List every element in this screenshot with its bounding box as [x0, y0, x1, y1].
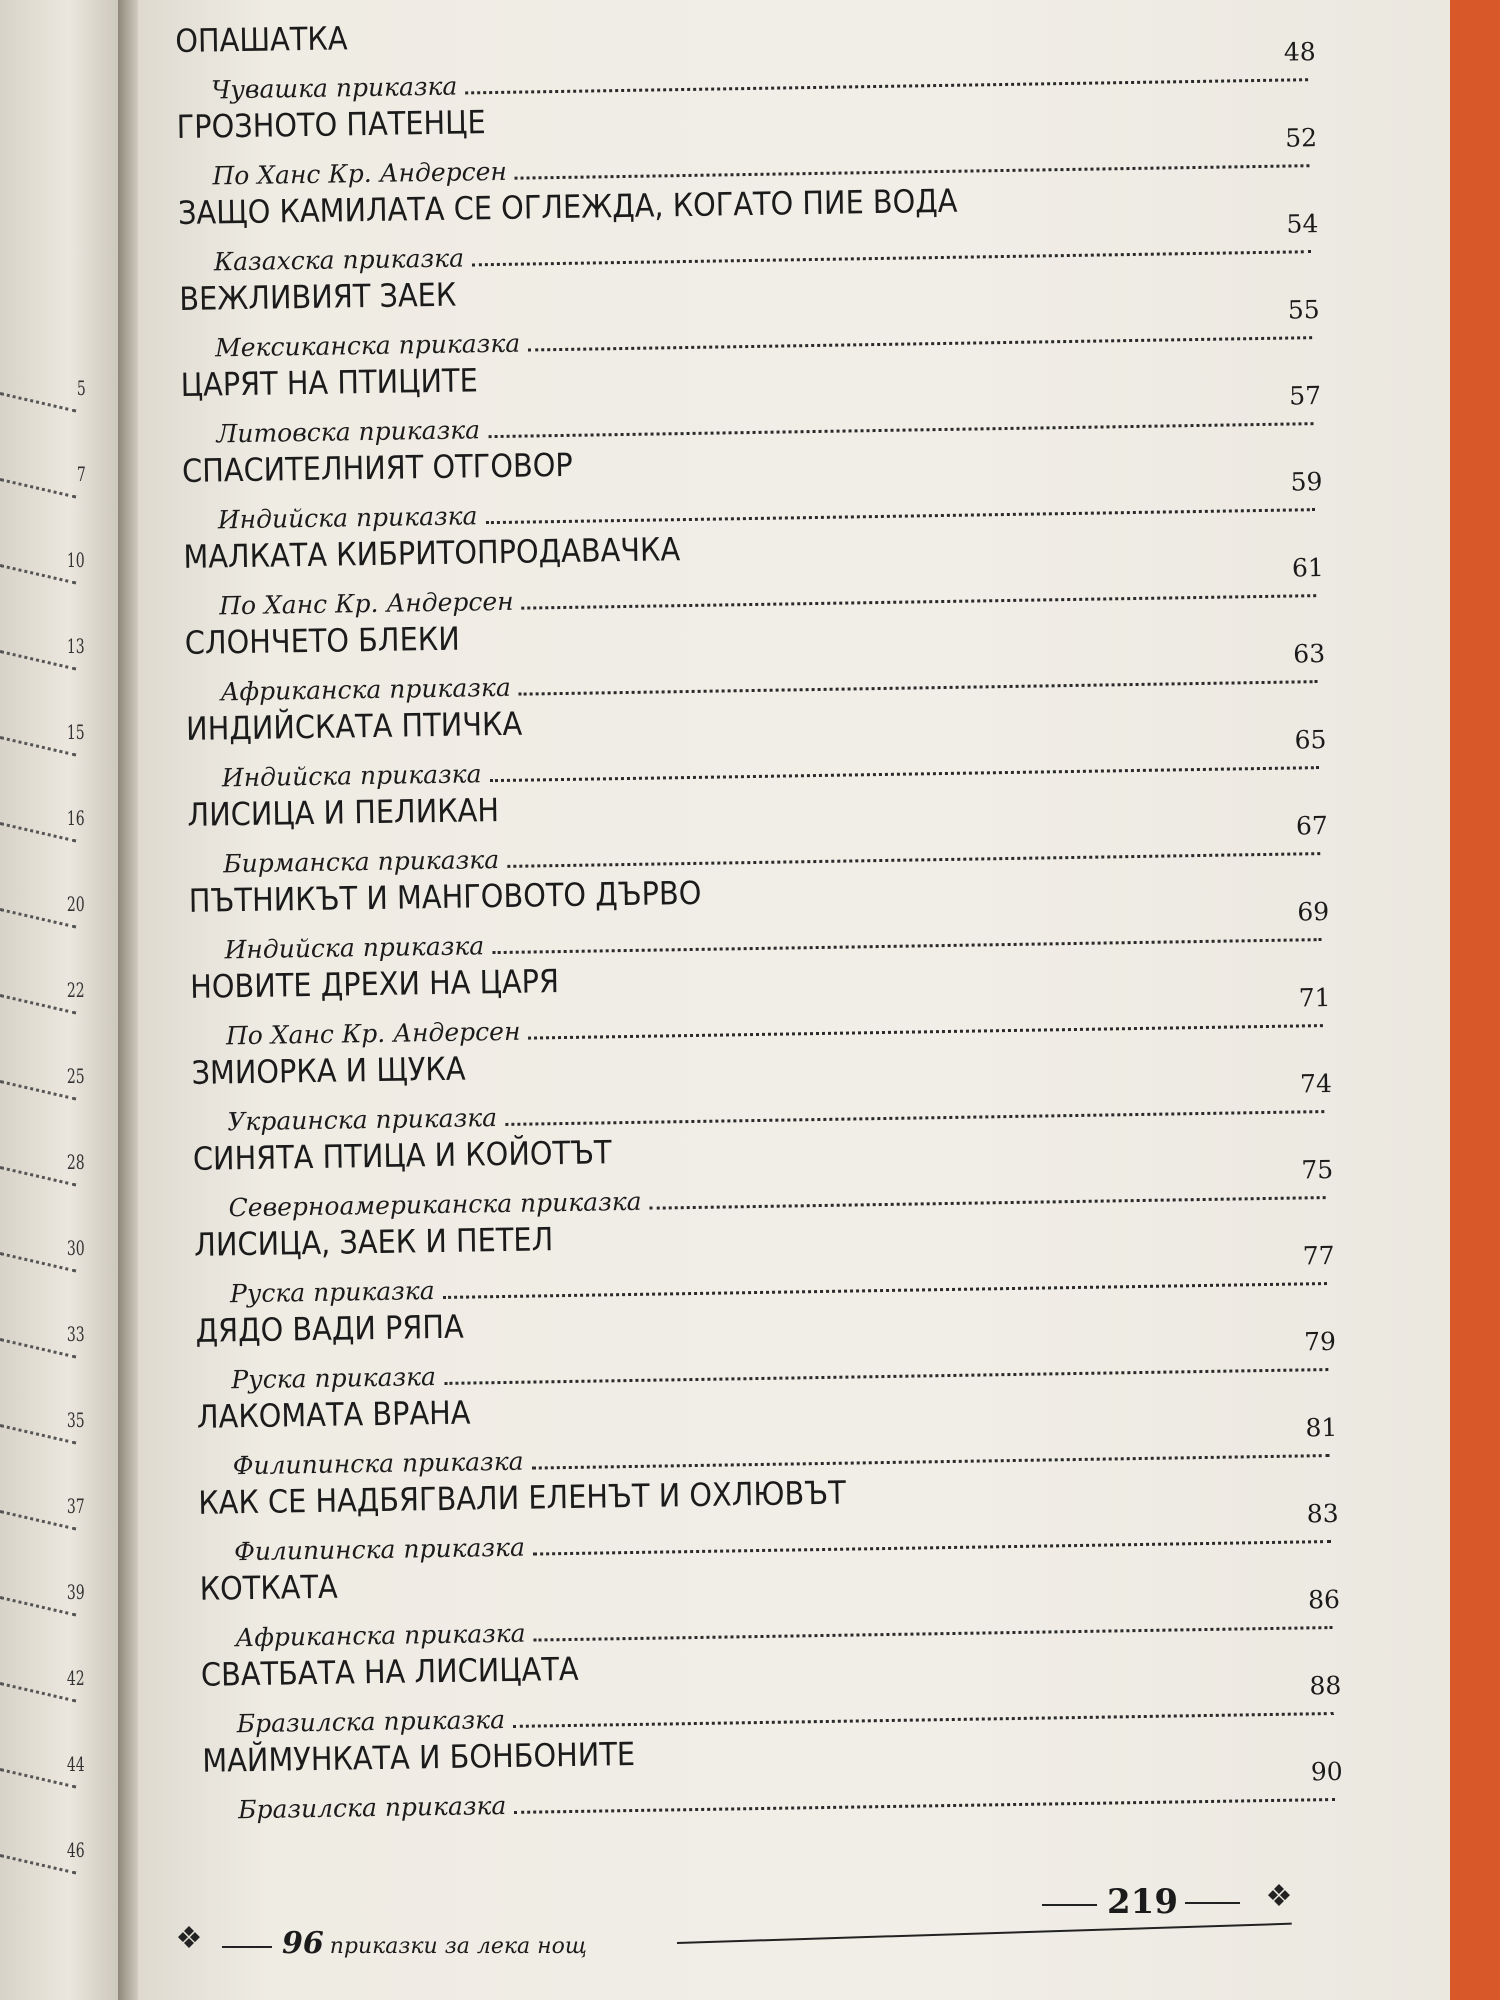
entry-page-number-text: 81 — [1305, 1412, 1338, 1443]
entry-subtitle: По Ханс Кр. Андерсен — [225, 1016, 521, 1051]
left-page-entry — [0, 1402, 120, 1442]
left-page-number: 15 — [66, 720, 85, 744]
left-page-edge — [0, 0, 125, 2000]
left-page-dot-leader — [0, 994, 76, 1014]
left-page-number: 37 — [66, 1494, 85, 1518]
entry-page-number-text: 48 — [1283, 37, 1316, 67]
folio-dash-left — [1042, 1904, 1097, 1906]
left-page-entry — [0, 1746, 120, 1786]
entry-subtitle: Северноамериканска приказка — [228, 1186, 642, 1223]
footer-book-title — [282, 1926, 587, 1961]
entry-title: ПЪТНИКЪТ И МАНГОВОТО ДЪРВО — [188, 873, 702, 920]
left-page-number: 16 — [66, 806, 85, 830]
entry-subtitle: Руска приказка — [229, 1276, 435, 1309]
left-page-entry — [0, 1832, 120, 1872]
entry-title: МАЙМУНКАТА И БОНБОНИТЕ — [202, 1734, 636, 1780]
entry-subtitle: Литовска приказка — [216, 415, 481, 449]
entry-subtitle: По Ханс Кр. Андерсен — [212, 156, 508, 191]
entry-subtitle: Индийска приказка — [217, 501, 478, 535]
footer-rule-left — [222, 1946, 272, 1948]
left-page-number: 28 — [66, 1150, 85, 1174]
left-page-number: 10 — [66, 548, 85, 572]
entry-subtitle: Бразилска приказка — [236, 1705, 506, 1739]
entry-title: ЗМИОРКА И ЩУКА — [191, 1049, 466, 1092]
left-page-number: 46 — [66, 1838, 85, 1862]
left-page-number: 44 — [66, 1752, 85, 1776]
page-number: 219 — [1107, 1882, 1178, 1922]
left-page-entry — [0, 1316, 120, 1356]
left-page-dot-leader — [0, 1682, 76, 1702]
entry-page-number-text: 63 — [1293, 639, 1326, 669]
left-page-dot-leader — [0, 1080, 76, 1100]
page-footer — [172, 1879, 1312, 1961]
folk-ornament-icon: ❖ — [1265, 1879, 1293, 1914]
left-page-dot-leader — [0, 1166, 76, 1186]
left-page-dot-leader — [0, 1510, 76, 1530]
left-page-number: 33 — [66, 1322, 85, 1346]
entry-page-number-text: 75 — [1301, 1154, 1334, 1185]
left-page-dot-leader — [0, 822, 76, 842]
entry-subtitle: Чувашка приказка — [210, 71, 458, 105]
left-page-entry — [0, 456, 120, 496]
entry-title: МАЛКАТА КИБРИТОПРОДАВАЧКА — [183, 530, 681, 576]
entry-page-number-text: 59 — [1290, 467, 1323, 497]
entry-page-number-text: 74 — [1299, 1068, 1333, 1099]
entry-title: ЗАЩО КАМИЛАТА СЕ ОГЛЕЖДА, КОГАТО ПИЕ ВОДА — [177, 181, 958, 232]
entry-title: ДЯДО ВАДИ РЯПА — [195, 1307, 464, 1350]
entry-title: ЛИСИЦА, ЗАЕК И ПЕТЕЛ — [193, 1220, 554, 1264]
entry-title: ЦАРЯТ НА ПТИЦИТЕ — [180, 361, 479, 404]
left-page-dot-leader — [0, 1424, 76, 1444]
entry-page-number-text: 77 — [1302, 1240, 1335, 1271]
left-page-entry — [0, 370, 120, 410]
left-page-entry — [0, 714, 120, 754]
left-page-entry — [0, 1574, 120, 1614]
left-page-entry — [0, 1230, 120, 1270]
entry-page-number-text: 61 — [1291, 553, 1324, 583]
left-page-entry — [0, 1058, 120, 1098]
entry-title: ГРОЗНОТО ПАТЕНЦЕ — [176, 103, 486, 146]
entry-page-number-text: 54 — [1286, 209, 1319, 239]
entry-page-number-text: 90 — [1310, 1756, 1343, 1787]
left-page-number: 13 — [66, 634, 85, 658]
folk-ornament-icon: ❖ — [175, 1921, 203, 1956]
left-page-dot-leader — [0, 736, 76, 756]
entry-page-number-text: 52 — [1284, 123, 1318, 153]
left-page-number: 25 — [66, 1064, 85, 1088]
entry-title: СВАТБАТА НА ЛИСИЦАТА — [200, 1649, 579, 1694]
entry-title: ЛАКОМАТА ВРАНА — [196, 1393, 471, 1436]
entry-title: СИНЯТА ПТИЦА И КОЙОТЪТ — [192, 1133, 612, 1178]
entry-page-number-text: 71 — [1298, 982, 1331, 1013]
entry-subtitle: Африканска приказка — [220, 672, 511, 707]
left-page-dot-leader — [0, 908, 76, 928]
left-page-dot-leader — [0, 1768, 76, 1788]
entry-title: ИНДИЙСКАТА ПТИЧКА — [185, 704, 523, 748]
entry-title: ВЕЖЛИВИЯТ ЗАЕК — [179, 275, 457, 318]
left-page-dot-leader — [0, 650, 76, 670]
entry-title: СЛОНЧЕТО БЛЕКИ — [184, 619, 460, 662]
left-page-number: 35 — [66, 1408, 85, 1432]
entry-subtitle: Мексиканска приказка — [214, 328, 521, 363]
table-of-contents — [175, 2, 1343, 1826]
left-page-number: 5 — [77, 376, 87, 400]
left-page-dot-leader — [0, 478, 76, 498]
left-page-dot-leader — [0, 1338, 76, 1358]
left-page-number: 7 — [77, 462, 87, 486]
entry-page-number-text: 57 — [1289, 381, 1322, 411]
entry-page-number-text: 67 — [1295, 810, 1329, 841]
entry-page-number-text: 86 — [1307, 1584, 1341, 1615]
entry-title: ЛИСИЦА И ПЕЛИКАН — [187, 791, 500, 834]
entry-subtitle: Индийска приказка — [224, 931, 485, 965]
entry-title: КАК СЕ НАДБЯГВАЛИ ЕЛЕНЪТ И ОХЛЮВЪТ — [197, 1473, 847, 1522]
left-page-number: 20 — [66, 892, 85, 916]
left-page-number: 30 — [66, 1236, 85, 1260]
book-title: приказки за лека нощ — [329, 1934, 587, 1959]
book-gutter — [118, 0, 140, 2000]
entry-subtitle: Руска приказка — [231, 1362, 437, 1395]
left-page-entry — [0, 1488, 120, 1528]
entry-title: КОТКАТА — [199, 1567, 338, 1608]
left-page-number: 22 — [66, 978, 85, 1002]
entry-subtitle: Бразилска приказка — [237, 1791, 507, 1825]
left-page-number: 42 — [66, 1666, 85, 1690]
left-page-dot-leader — [0, 392, 76, 412]
footer-rule-right — [677, 1923, 1292, 1944]
entry-page-number-text: 79 — [1303, 1326, 1337, 1357]
left-page-dot-leader — [0, 1596, 76, 1616]
entry-subtitle: Филипинска приказка — [233, 1532, 526, 1567]
entry-page-number-text: 55 — [1287, 295, 1320, 325]
entry-title: ОПАШАТКА — [175, 19, 348, 60]
entry-subtitle: Казахска приказка — [213, 243, 465, 277]
left-page-entry — [0, 972, 120, 1012]
left-page-entry — [0, 886, 120, 926]
left-page-dot-leader — [0, 564, 76, 584]
toc-entry — [202, 1722, 1343, 1826]
entry-subtitle: Филипинска приказка — [232, 1446, 524, 1481]
entry-title: НОВИТЕ ДРЕХИ НА ЦАРЯ — [189, 962, 560, 1006]
entry-page-number-text: 88 — [1309, 1670, 1342, 1701]
entry-title: СПАСИТЕЛНИЯТ ОТГОВОР — [181, 445, 573, 490]
left-page-entry — [0, 1660, 120, 1700]
entry-page-number-text: 83 — [1306, 1498, 1339, 1529]
book-number: 96 — [282, 1926, 324, 1961]
entry-subtitle: По Ханс Кр. Андерсен — [218, 586, 514, 621]
folio-dash-right — [1185, 1902, 1240, 1904]
left-page-dot-leader — [0, 1854, 76, 1874]
entry-subtitle: Африканска приказка — [235, 1618, 526, 1653]
entry-page-number-text: 65 — [1294, 725, 1327, 755]
left-page-number: 39 — [66, 1580, 85, 1604]
entry-subtitle: Индийска приказка — [221, 759, 482, 793]
left-page-entry — [0, 542, 120, 582]
entry-page-number-text: 69 — [1297, 896, 1330, 927]
left-page-entry — [0, 628, 120, 668]
left-page-entry — [0, 1144, 120, 1184]
entry-subtitle: Бирманска приказка — [223, 845, 500, 879]
left-page-dot-leader — [0, 1252, 76, 1272]
entry-subtitle: Украинска приказка — [227, 1103, 498, 1137]
left-page-entry — [0, 800, 120, 840]
